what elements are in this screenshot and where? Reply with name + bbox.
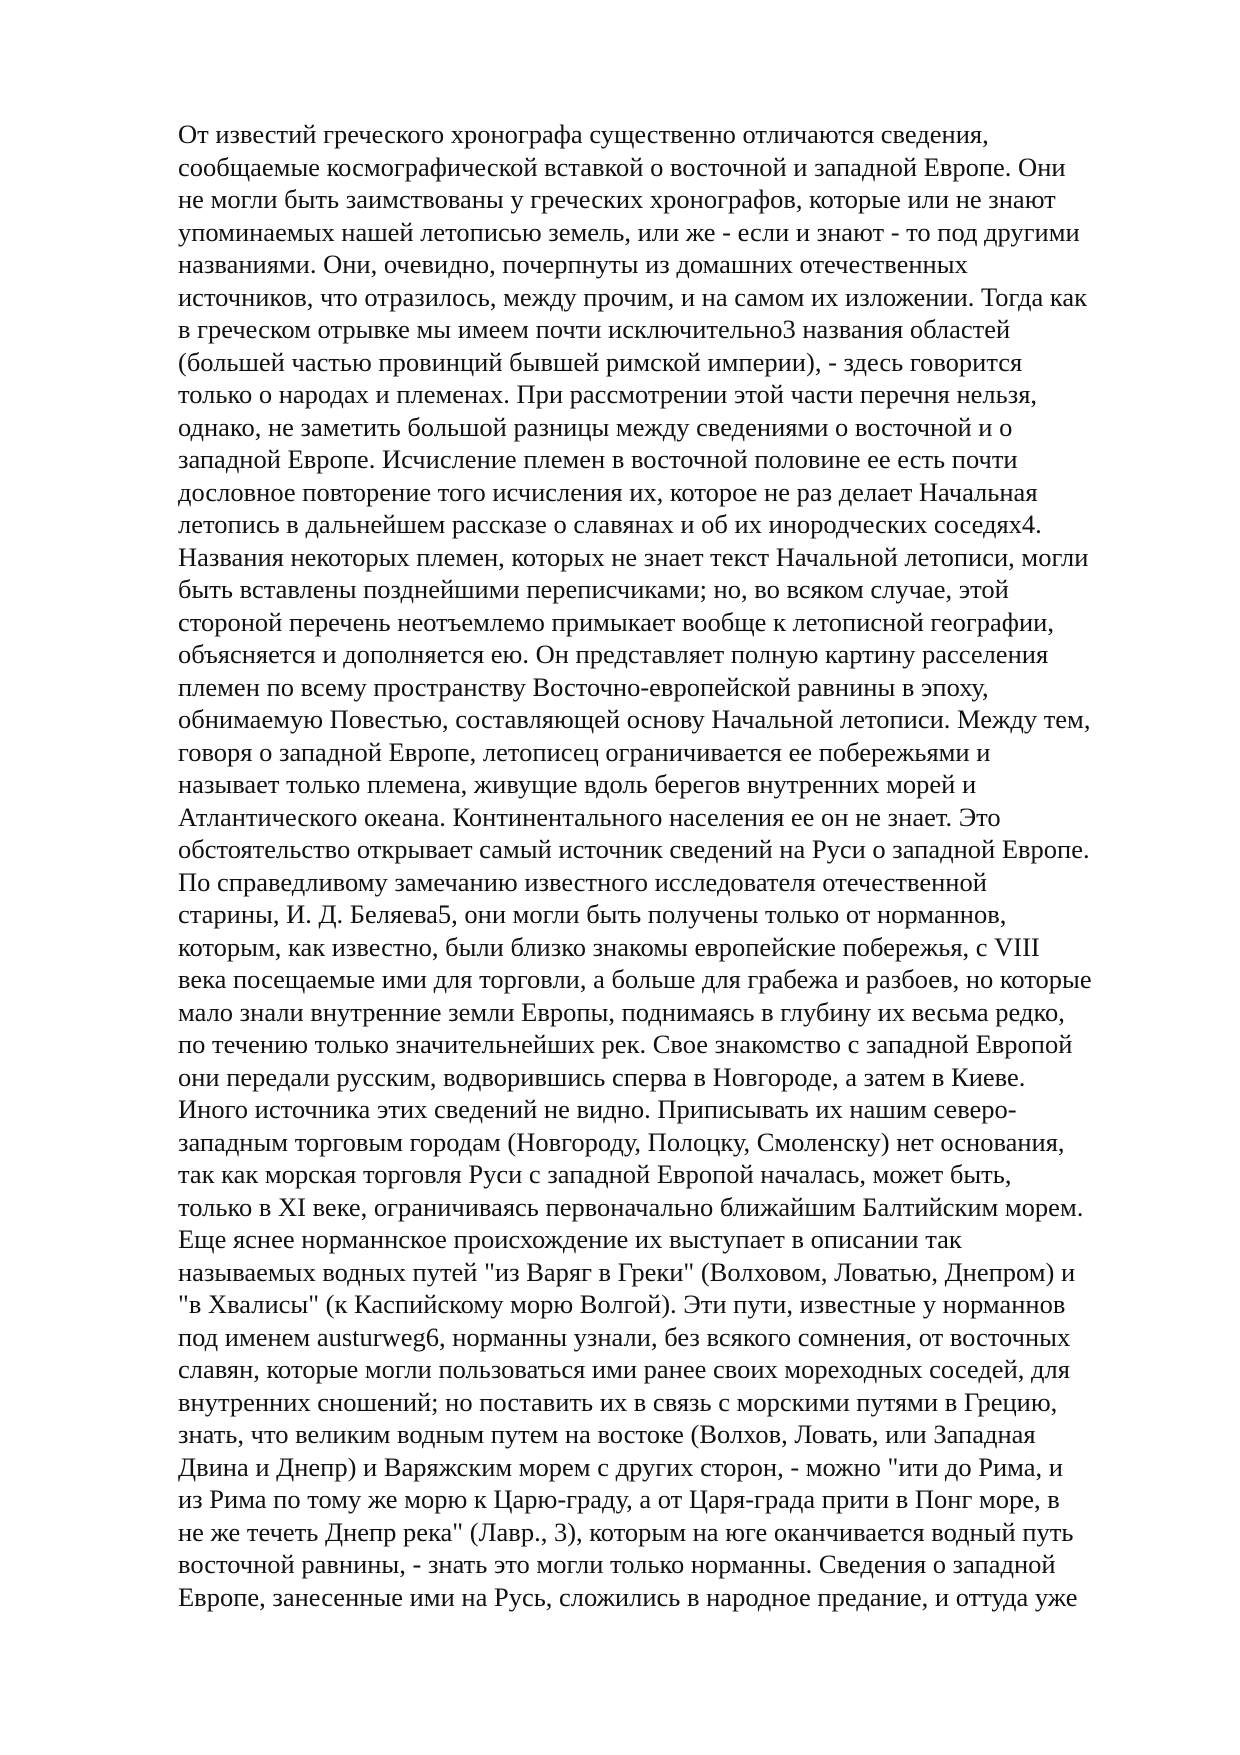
text-line: называет только племена, живущие вдоль берегов внутренних морей и xyxy=(178,769,977,799)
text-line: века посещаемые ими для торговли, а больше для грабежа и разбоев, но которые xyxy=(178,964,1092,994)
text-line: не могли быть заимствованы у греческих хронографов, которые или не знают xyxy=(178,184,1056,214)
text-line: названиями. Они, очевидно, почерпнуты из домашних отечественных xyxy=(178,249,968,279)
text-line: не же течеть Днепр река" (Лавр., 3), которым на юге оканчивается водный путь xyxy=(178,1516,1074,1547)
body-text xyxy=(178,118,1178,1613)
text-line: Двина и Днепр) и Варяжским морем с других сторон, - можно "ити до Рима, и xyxy=(178,1451,1063,1482)
text-line: обнимаемую Повестью, составляющей основу Начальной летописи. Между тем, xyxy=(178,704,1091,734)
text-line: западным торговым городам (Новгороду, Полоцку, Смоленску) нет основания, xyxy=(178,1126,1065,1157)
text-line: по течению только значительнейших рек. Свое знакомство с западной Европой xyxy=(178,1029,1073,1059)
text-line: упоминаемых нашей летописью земель, или же - если и знают - то под другими xyxy=(178,216,1080,247)
text-line: Еще яснее норманнское происхождение их выступает в описании так xyxy=(178,1224,962,1254)
text-line: восточной равнины, - знать это могли только норманны. Сведения о западной xyxy=(178,1549,1056,1579)
text-line: летопись в дальнейшем рассказе о славянах и об их инородческих соседях4. xyxy=(178,509,1042,539)
text-line: только о народах и племенах. При рассмотрении этой части перечня нельзя, xyxy=(178,379,1038,409)
text-line: в греческом отрывке мы имеем почти исключительно3 названия областей xyxy=(178,314,1011,344)
text-line: Атлантического океана. Континентального населения ее он не знает. Это xyxy=(178,801,1001,832)
text-line: По справедливому замечанию известного исследователя отечественной xyxy=(178,866,987,897)
text-line: быть вставлены позднейшими переписчиками; но, во всяком случае, этой xyxy=(178,574,1009,604)
text-line: От известий греческого хронографа существенно отличаются сведения, xyxy=(178,119,989,149)
text-line: которым, как известно, были близко знакомы европейские побережья, с VIII xyxy=(178,931,1040,962)
text-line: называемых водных путей "из Варяг в Греки" (Волховом, Ловатью, Днепром) и xyxy=(178,1256,1076,1287)
text-line: они передали русским, водворившись сперва в Новгороде, а затем в Киеве. xyxy=(178,1061,1026,1092)
text-line: под именем austurweg6, норманны узнали, без всякого сомнения, от восточных xyxy=(178,1321,1071,1352)
text-line: внутренних сношений; но поставить их в связь с морскими путями в Грецию, xyxy=(178,1386,1058,1417)
text-line: Названия некоторых племен, которых не знает текст Начальной летописи, могли xyxy=(178,541,1089,572)
text-line: стороной перечень неотъемлемо примыкает вообще к летописной географии, xyxy=(178,606,1054,637)
text-line: сообщаемые космографической вставкой о восточной и западной Европе. Они xyxy=(178,151,1066,182)
text-line: однако, не заметить большой разницы между сведениями о восточной и о xyxy=(178,411,1013,442)
text-line: только в XI веке, ограничиваясь первоначально ближайшим Балтийским морем. xyxy=(178,1191,1084,1222)
text-line: мало знали внутренние земли Европы, поднимаясь в глубину их весьма редко, xyxy=(178,996,1065,1027)
text-line: знать, что великим водным путем на востоке (Волхов, Ловать, или Западная xyxy=(178,1419,1036,1449)
text-line: источников, что отразилось, между прочим, и на самом их изложении. Тогда как xyxy=(178,281,1087,312)
text-line: племен по всему пространству Восточно-европейской равнины в эпоху, xyxy=(178,671,989,702)
text-line: говоря о западной Европе, летописец ограничивается ее побережьями и xyxy=(178,736,991,767)
text-line: (большей частью провинций бывшей римской империи), - здесь говорится xyxy=(178,346,1023,377)
text-line: дословное повторение того исчисления их, которое не раз делает Начальная xyxy=(178,476,1038,507)
text-line: из Рима по тому же морю к Царю-граду, а от Царя-града прити в Понг море, в xyxy=(178,1484,1060,1514)
text-line: обстоятельство открывает самый источник сведений на Руси о западной Европе. xyxy=(178,834,1090,864)
text-line: западной Европе. Исчисление племен в восточной половине ее есть почти xyxy=(178,444,1018,474)
text-line: славян, которые могли пользоваться ими ранее своих мореходных соседей, для xyxy=(178,1354,1070,1384)
text-line: Европе, занесенные ими на Русь, сложились в народное предание, и оттуда уже xyxy=(178,1581,1078,1612)
text-line: объясняется и дополняется ею. Он представляет полную картину расселения xyxy=(178,639,1049,669)
text-line: так как морская торговля Руси с западной Европой началась, может быть, xyxy=(178,1159,1012,1189)
text-line: старины, И. Д. Беляева5, они могли быть получены только от норманнов, xyxy=(178,899,1007,929)
text-line: "в Хвалисы" (к Каспийскому морю Волгой). Эти пути, известные у норманнов xyxy=(178,1289,1066,1319)
text-line: Иного источника этих сведений не видно. Приписывать их нашим северо- xyxy=(178,1094,1017,1124)
